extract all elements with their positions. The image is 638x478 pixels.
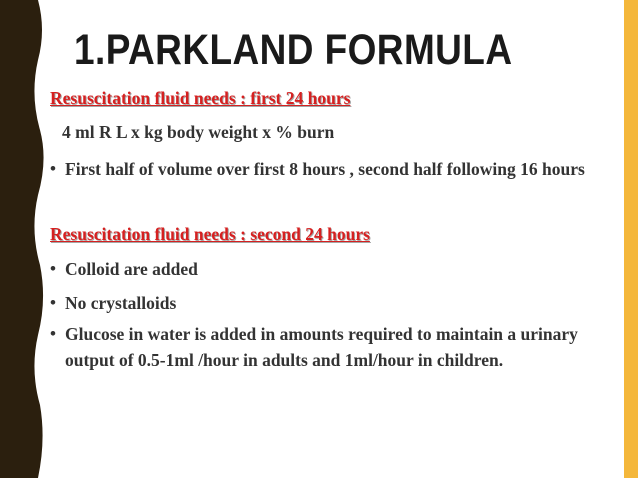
bullet-text: First half of volume over first 8 hours , second half following 16 hours xyxy=(65,159,585,179)
bullet-item xyxy=(50,256,620,282)
heading-second-24-hours: Resuscitation fluid needs : second 24 hours xyxy=(50,224,370,244)
bullet-item xyxy=(50,156,620,182)
wave-edge-decoration xyxy=(0,0,48,478)
bullet-dot: • xyxy=(50,324,56,343)
bullet-item xyxy=(50,290,620,316)
bullet-item xyxy=(50,321,620,373)
left-decorative-band xyxy=(0,0,48,478)
slide-title: 1.PARKLAND FORMULA xyxy=(74,26,513,74)
bullet-text: No crystalloids xyxy=(65,293,177,313)
bullet-dot: • xyxy=(50,259,56,278)
bullet-text: Colloid are added xyxy=(65,259,198,279)
right-accent-band xyxy=(624,0,638,478)
parkland-formula-text: 4 ml R L x kg body weight x % burn xyxy=(62,122,335,142)
bullet-text: Glucose in water is added in amounts required to maintain a urinary output of 0.5-1ml /hour in adults and 1ml/hour in children. xyxy=(65,324,578,370)
heading-first-24-hours: Resuscitation fluid needs : first 24 hours xyxy=(50,88,351,108)
bullet-dot: • xyxy=(50,159,56,178)
bullet-dot: • xyxy=(50,293,56,312)
